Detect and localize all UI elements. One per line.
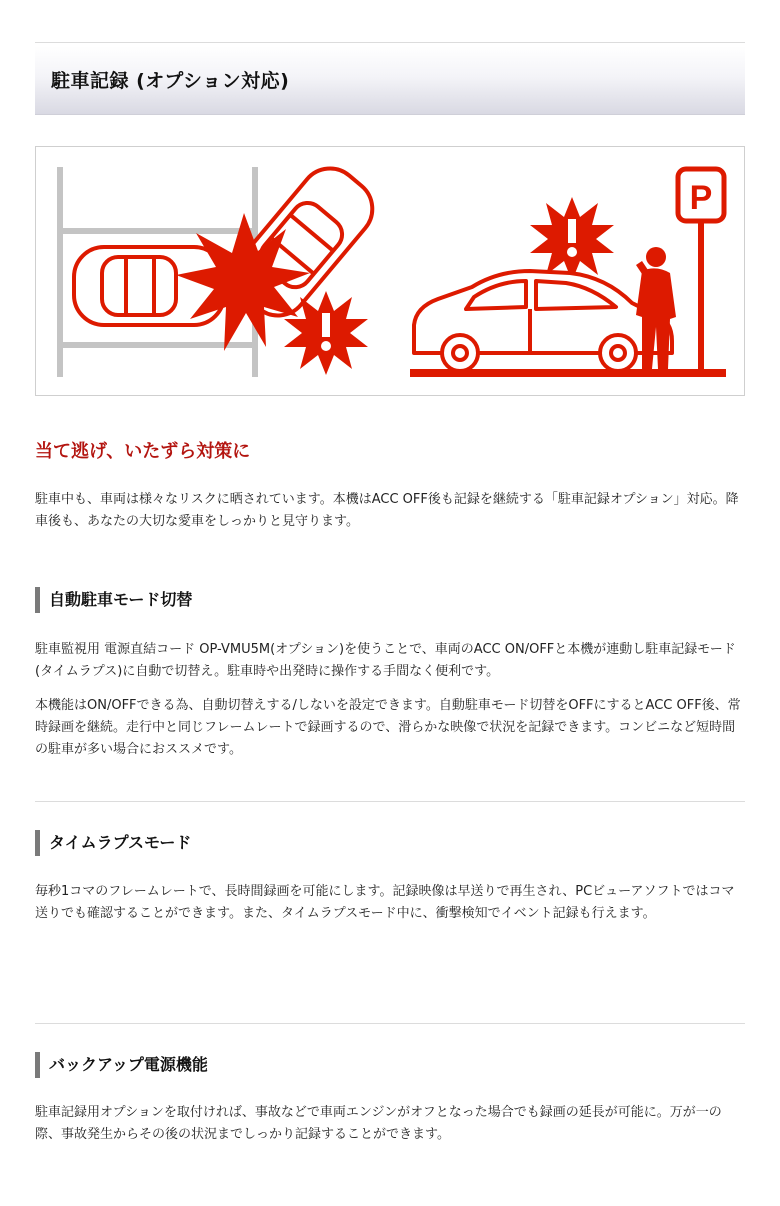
section-text: 駐車監視用 電源直結コード OP-VMU5M(オプション)を使うことで、車両のACC ON/OFFと本機が連動し駐車記録モード(タイムラプス)に自動で切替え。駐車時や出発時に操作する手間なく便利です。 [35,642,736,679]
intro-text: 駐車中も、車両は様々なリスクに晒されています。本機はACC OFF後も記録を継続する「駐車記録オプション」対応。降車後も、あなたの大切な愛車をしっかりと見守ります。 [35,492,739,529]
intro-heading: 当て逃げ、いたずら対策に [35,441,251,462]
section-header [35,46,745,115]
parking-sign-icon [678,169,724,375]
section-title-backup-power: バックアップ電源機能 [35,1052,208,1078]
section-divider [35,1023,745,1024]
parking-illustration [36,147,744,395]
side-car-icon [414,271,672,371]
section-text: 本機能はON/OFFできる為、自動切替えする/しないを設定できます。自動駐車モード切替をOFFにするとACC OFF後、常時録画を継続。走行中と同じフレームレートで録画するので、滑らかな映像で状況を記録できます。コンビニなど短時間の駐車が多い場合におススメです。 [35,698,741,757]
section-divider [35,801,745,802]
top-divider [35,42,745,43]
section-text: 毎秒1コマのフレームレートで、長時間録画を可能にします。記録映像は早送りで再生され、PCビューアソフトではコマ送りでも確認することができます。また、タイムラプスモード中に、衝撃検知でイベント記録も行えます。 [35,884,735,921]
warning-burst-icon [530,197,614,281]
section-title-timelapse-mode: タイムラプスモード [35,830,191,856]
section-text: 駐車記録用オプションを取付ければ、事故などで車両エンジンがオフとなった場合でも録画の延長が可能に。万が一の際、事故発生からその後の状況までしっかり記録することができます。 [35,1105,722,1142]
parking-sign-letter: P [689,179,713,217]
section-title-auto-parking-mode: 自動駐車モード切替 [35,587,192,613]
page-title: 駐車記録 (オプション対応) [51,70,290,92]
hero-illustration [35,146,745,396]
